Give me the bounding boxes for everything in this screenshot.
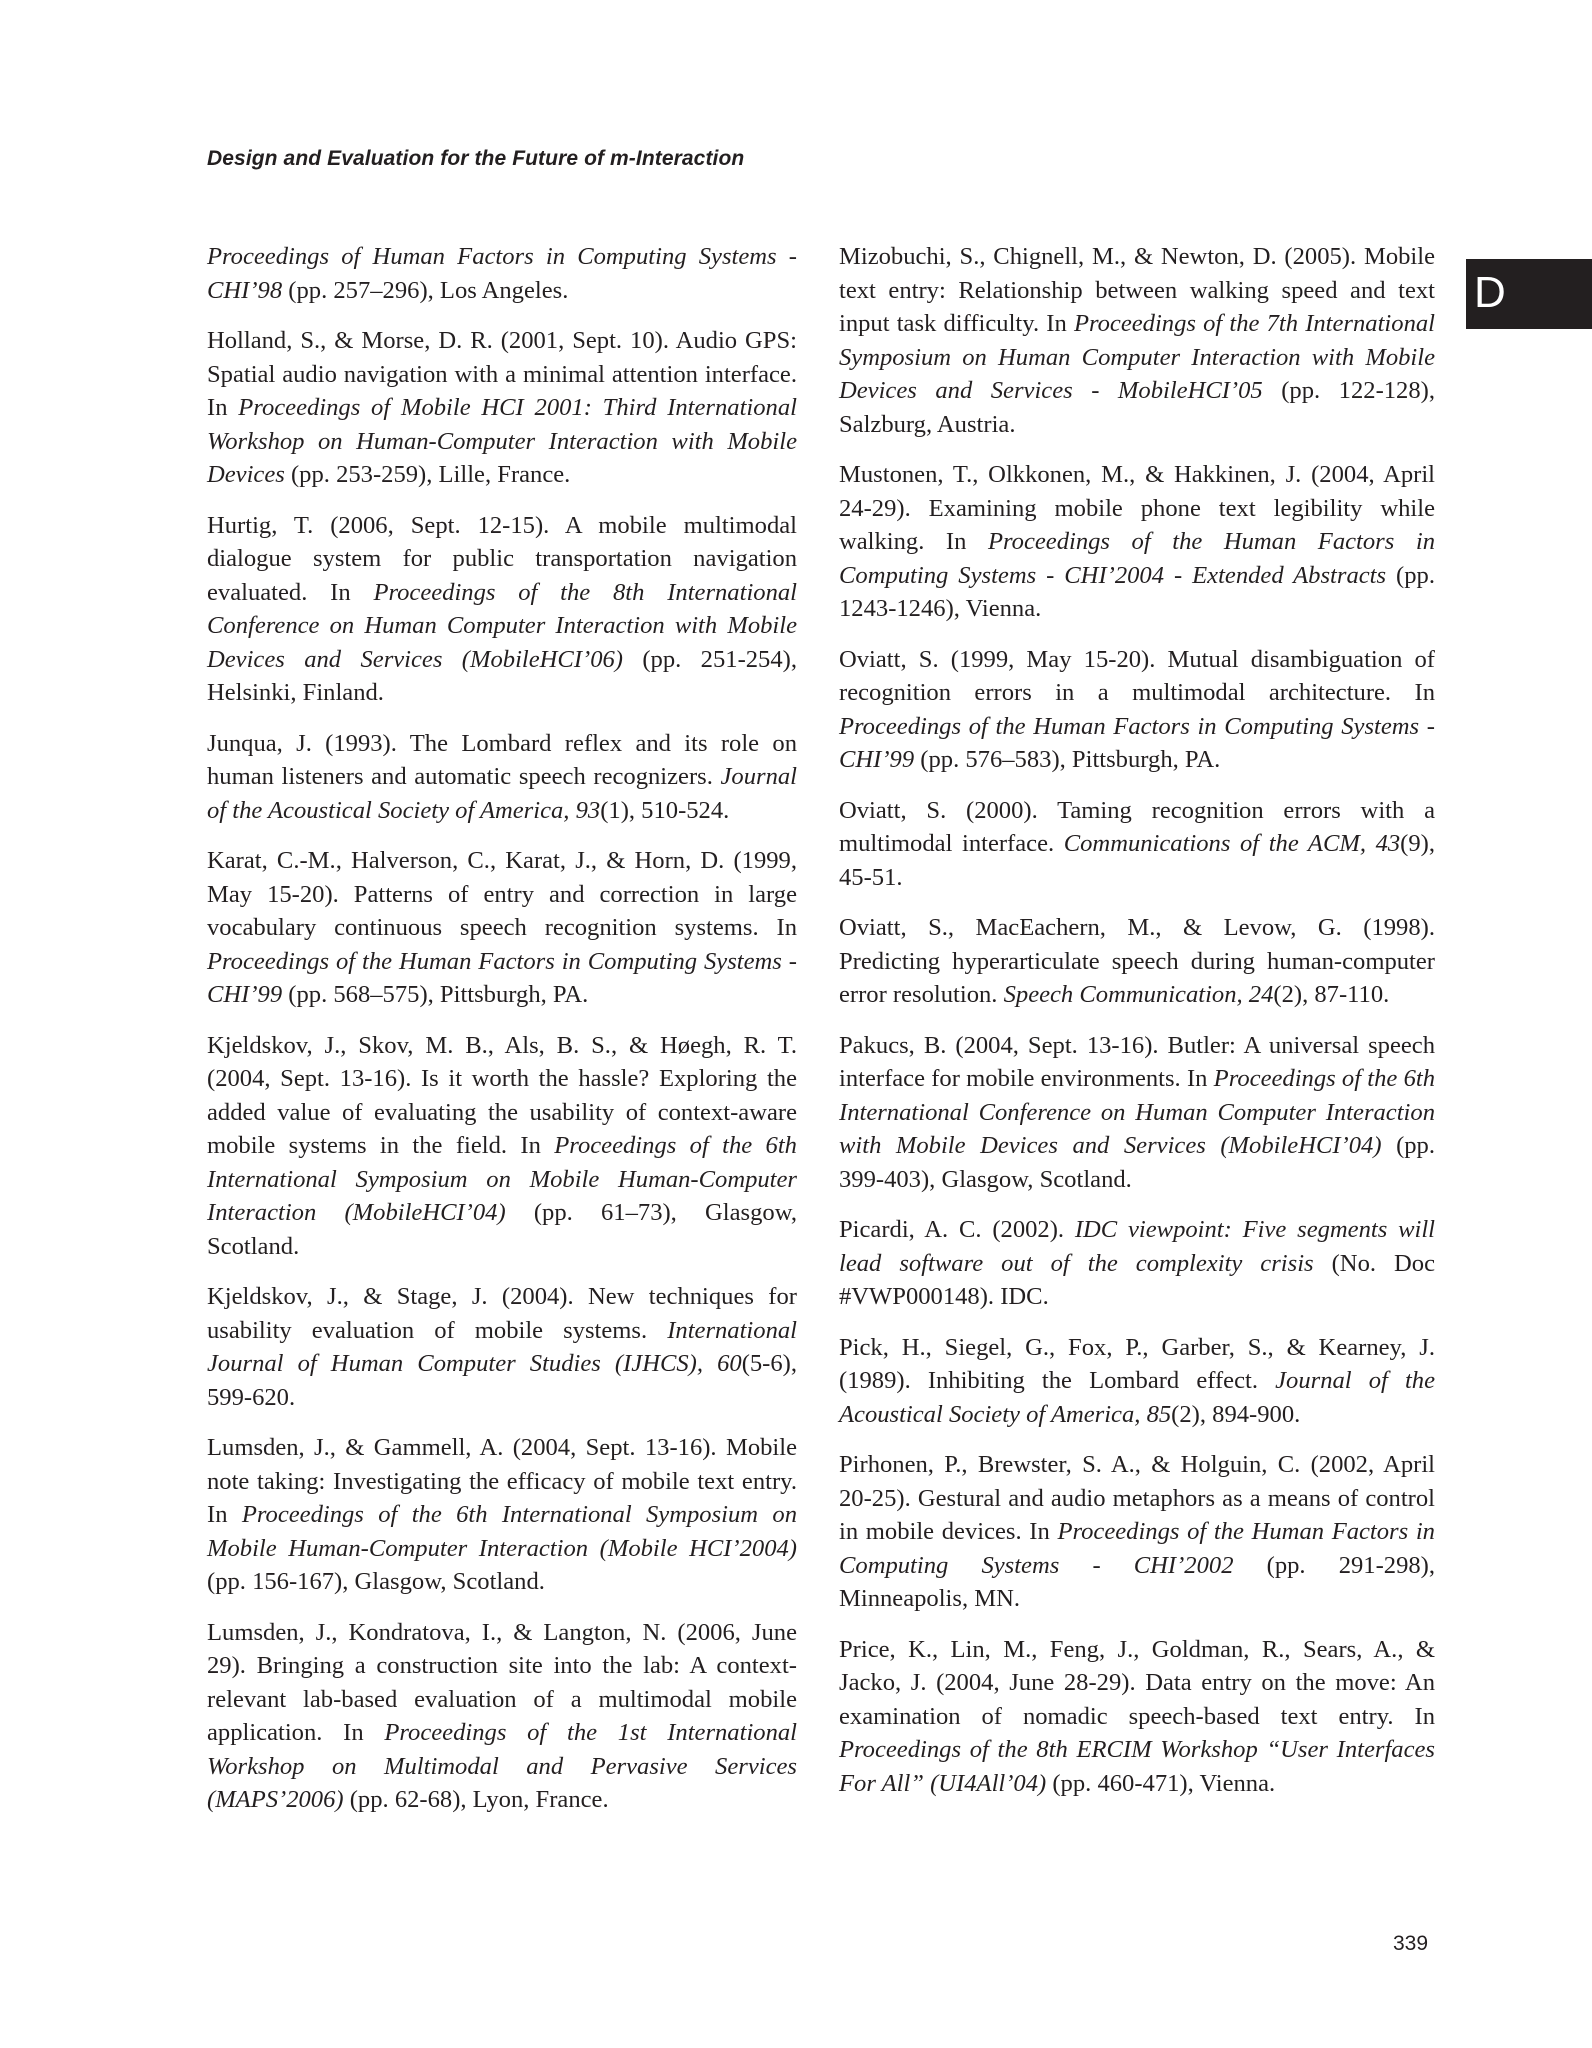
reference-source-title: Speech Communication, 24: [1003, 981, 1274, 1008]
reference-text: (5-6), 599-620.: [207, 1350, 797, 1411]
reference-source-title: Proceedings of the Human Factors in Computing Systems - CHI’2002: [839, 1518, 1435, 1579]
reference-text: Karat, C.-M., Halverson, C., Karat, J., & Horn, D. (1999, May 15-20). Patterns of entry and correction in large vocabulary continuous speech recognition systems. In: [207, 847, 797, 941]
reference-text: Oviatt, S. (1999, May 15-20). Mutual disambiguation of recognition errors in a multimodal architecture. In: [839, 645, 1435, 706]
reference-text: Lumsden, J., Kondratova, I., & Langton, N. (2006, June 29). Bringing a construction site into the lab: A context-relevant lab-based evaluation of a multimodal mobile application. In: [207, 1618, 797, 1746]
reference-text: (pp. 251-254), Helsinki, Finland.: [207, 645, 797, 706]
reference-entry: [207, 1616, 797, 1817]
reference-source-title: Journal of the Acoustical Society of America, 93: [207, 763, 797, 824]
reference-text: (pp. 460-471), Vienna.: [1046, 1769, 1276, 1797]
reference-entry: [839, 240, 1435, 441]
reference-source-title: Proceedings of the 8th ERCIM Workshop “User Interfaces For All” (UI4All’04): [839, 1736, 1435, 1797]
reference-text: (pp. 122-128), Salzburg, Austria.: [839, 377, 1435, 438]
reference-text: Picardi, A. C. (2002).: [839, 1216, 1075, 1243]
reference-source-title: IDC viewpoint: Five segments will lead software out of the complexity crisis: [839, 1216, 1435, 1277]
reference-entry: [839, 1029, 1435, 1197]
reference-text: Junqua, J. (1993). The Lombard reflex and its role on human listeners and automatic speech recognizers.: [207, 729, 797, 790]
reference-source-title: Journal of the Acoustical Society of America, 85: [839, 1367, 1435, 1428]
reference-entry: [839, 1213, 1435, 1314]
reference-entry: [207, 324, 797, 492]
reference-entry: [839, 458, 1435, 626]
reference-text: (pp. 399-403), Glasgow, Scotland.: [839, 1132, 1435, 1193]
reference-entry: [207, 844, 797, 1012]
reference-text: (pp. 1243-1246), Vienna.: [839, 561, 1435, 622]
reference-text: Oviatt, S. (2000). Taming recognition errors with a multimodal interface.: [839, 796, 1435, 857]
running-header: Design and Evaluation for the Future of m-Interaction: [207, 147, 745, 170]
reference-text: (pp. 62-68), Lyon, France.: [343, 1786, 609, 1813]
reference-text: Pakucs, B. (2004, Sept. 13-16). Butler: A universal speech interface for mobile environments. In: [839, 1031, 1435, 1092]
reference-text: (2), 87-110.: [1273, 981, 1390, 1008]
reference-entry: [207, 1280, 797, 1414]
reference-source-title: Proceedings of the Human Factors in Computing Systems - CHI’99: [207, 947, 797, 1008]
reference-entry: [207, 240, 797, 307]
reference-text: Hurtig, T. (2006, Sept. 12-15). A mobile multimodal dialogue system for public transportation navigation evaluated. In: [207, 511, 797, 606]
reference-entry: [839, 1331, 1435, 1432]
reference-text: (pp. 576–583), Pittsburgh, PA.: [914, 746, 1221, 773]
reference-source-title: Proceedings of the 8th International Conference on Human Computer Interaction with Mobile Devices and Services (MobileHCI’06): [207, 578, 797, 673]
reference-entry: [839, 1633, 1435, 1801]
reference-text: Lumsden, J., & Gammell, A. (2004, Sept. 13-16). Mobile note taking: Investigating the efficacy of mobile text entry. In: [207, 1434, 797, 1528]
reference-entry: [207, 509, 797, 710]
reference-source-title: International Journal of Human Computer Studies (IJHCS), 60: [207, 1316, 797, 1377]
reference-source-title: Proceedings of the 7th International Symposium on Human Computer Interaction with Mobile Devices and Services - MobileHCI’05: [839, 310, 1435, 404]
left-reference-column: [207, 240, 797, 1834]
reference-text: Pick, H., Siegel, G., Fox, P., Garber, S., & Kearney, J. (1989). Inhibiting the Lombard effect.: [839, 1333, 1435, 1394]
reference-text: (2), 894-900.: [1171, 1400, 1301, 1428]
page-number: 339: [1393, 1932, 1429, 1955]
reference-source-title: Proceedings of the 6th International Conference on Human Computer Interaction with Mobile Devices and Services (MobileHCI’04): [839, 1065, 1435, 1159]
reference-text: Holland, S., & Morse, D. R. (2001, Sept. 10). Audio GPS: Spatial audio navigation with a minimal attention interface. In: [207, 327, 797, 421]
section-tab: [1466, 259, 1592, 329]
reference-text: (pp. 568–575), Pittsburgh, PA.: [282, 981, 589, 1008]
reference-text: (pp. 253-259), Lille, France.: [284, 461, 571, 488]
reference-source-title: Proceedings of the Human Factors in Computing Systems - CHI’99: [839, 712, 1435, 773]
reference-text: Oviatt, S., MacEachern, M., & Levow, G. (1998). Predicting hyperarticulate speech during human-computer error resolution.: [839, 914, 1435, 1008]
reference-source-title: Proceedings of the 6th International Symposium on Mobile Human-Computer Interaction (Mobile HCI’2004): [207, 1501, 797, 1562]
reference-entry: [207, 727, 797, 828]
reference-text: (No. Doc #VWP000148). IDC.: [839, 1249, 1435, 1310]
reference-entry: [207, 1431, 797, 1599]
reference-entry: [839, 1448, 1435, 1616]
right-reference-column: [839, 240, 1435, 1817]
reference-entry: [207, 1029, 797, 1264]
reference-source-title: Proceedings of Mobile HCI 2001: Third International Workshop on Human-Computer Interaction with Mobile Devices: [207, 394, 797, 488]
reference-entry: [839, 911, 1435, 1012]
reference-text: (pp. 156-167), Glasgow, Scotland.: [207, 1568, 545, 1595]
reference-entry: [839, 794, 1435, 895]
reference-text: Kjeldskov, J., & Stage, J. (2004). New techniques for usability evaluation of mobile systems.: [207, 1283, 797, 1344]
reference-text: (9), 45-51.: [839, 830, 1435, 891]
reference-source-title: Proceedings of Human Factors in Computing Systems - CHI’98: [207, 243, 797, 304]
reference-source-title: Proceedings of the 6th International Symposium on Mobile Human-Computer Interaction (MobileHCI’04): [207, 1132, 797, 1226]
reference-entry: [839, 643, 1435, 777]
reference-text: (1), 510-524.: [600, 796, 730, 824]
reference-text: Kjeldskov, J., Skov, M. B., Als, B. S., & Høegh, R. T. (2004, Sept. 13-16). Is it worth the hassle? Exploring the added value of evaluating the usability of context-aware mobile systems in the field. In: [207, 1031, 797, 1159]
reference-text: (pp. 257–296), Los Angeles.: [282, 276, 569, 304]
reference-source-title: Proceedings of the 1st International Workshop on Multimodal and Pervasive Services (MAPS’2006): [207, 1719, 797, 1813]
reference-source-title: Communications of the ACM, 43: [1063, 830, 1401, 857]
reference-text: Pirhonen, P., Brewster, S. A., & Holguin, C. (2002, April 20-25). Gestural and audio metaphors as a means of control in mobile devices. In: [839, 1451, 1435, 1545]
reference-text: (pp. 61–73), Glasgow, Scotland.: [207, 1199, 798, 1260]
reference-text: (pp. 291-298), Minneapolis, MN.: [839, 1551, 1436, 1612]
reference-text: Mustonen, T., Olkkonen, M., & Hakkinen, J. (2004, April 24-29). Examining mobile phone text legibility while walking. In: [839, 461, 1435, 555]
reference-text: Price, K., Lin, M., Feng, J., Goldman, R., Sears, A., & Jacko, J. (2004, June 28-29). Data entry on the move: An examination of nomadic speech-based text entry. In: [839, 1635, 1435, 1730]
reference-text: Mizobuchi, S., Chignell, M., & Newton, D. (2005). Mobile text entry: Relationship between walking speed and text input task difficulty. In: [839, 243, 1435, 337]
reference-source-title: Proceedings of the Human Factors in Computing Systems - CHI’2004 - Extended Abstracts: [839, 528, 1435, 589]
section-tab-letter: D: [1474, 268, 1506, 317]
